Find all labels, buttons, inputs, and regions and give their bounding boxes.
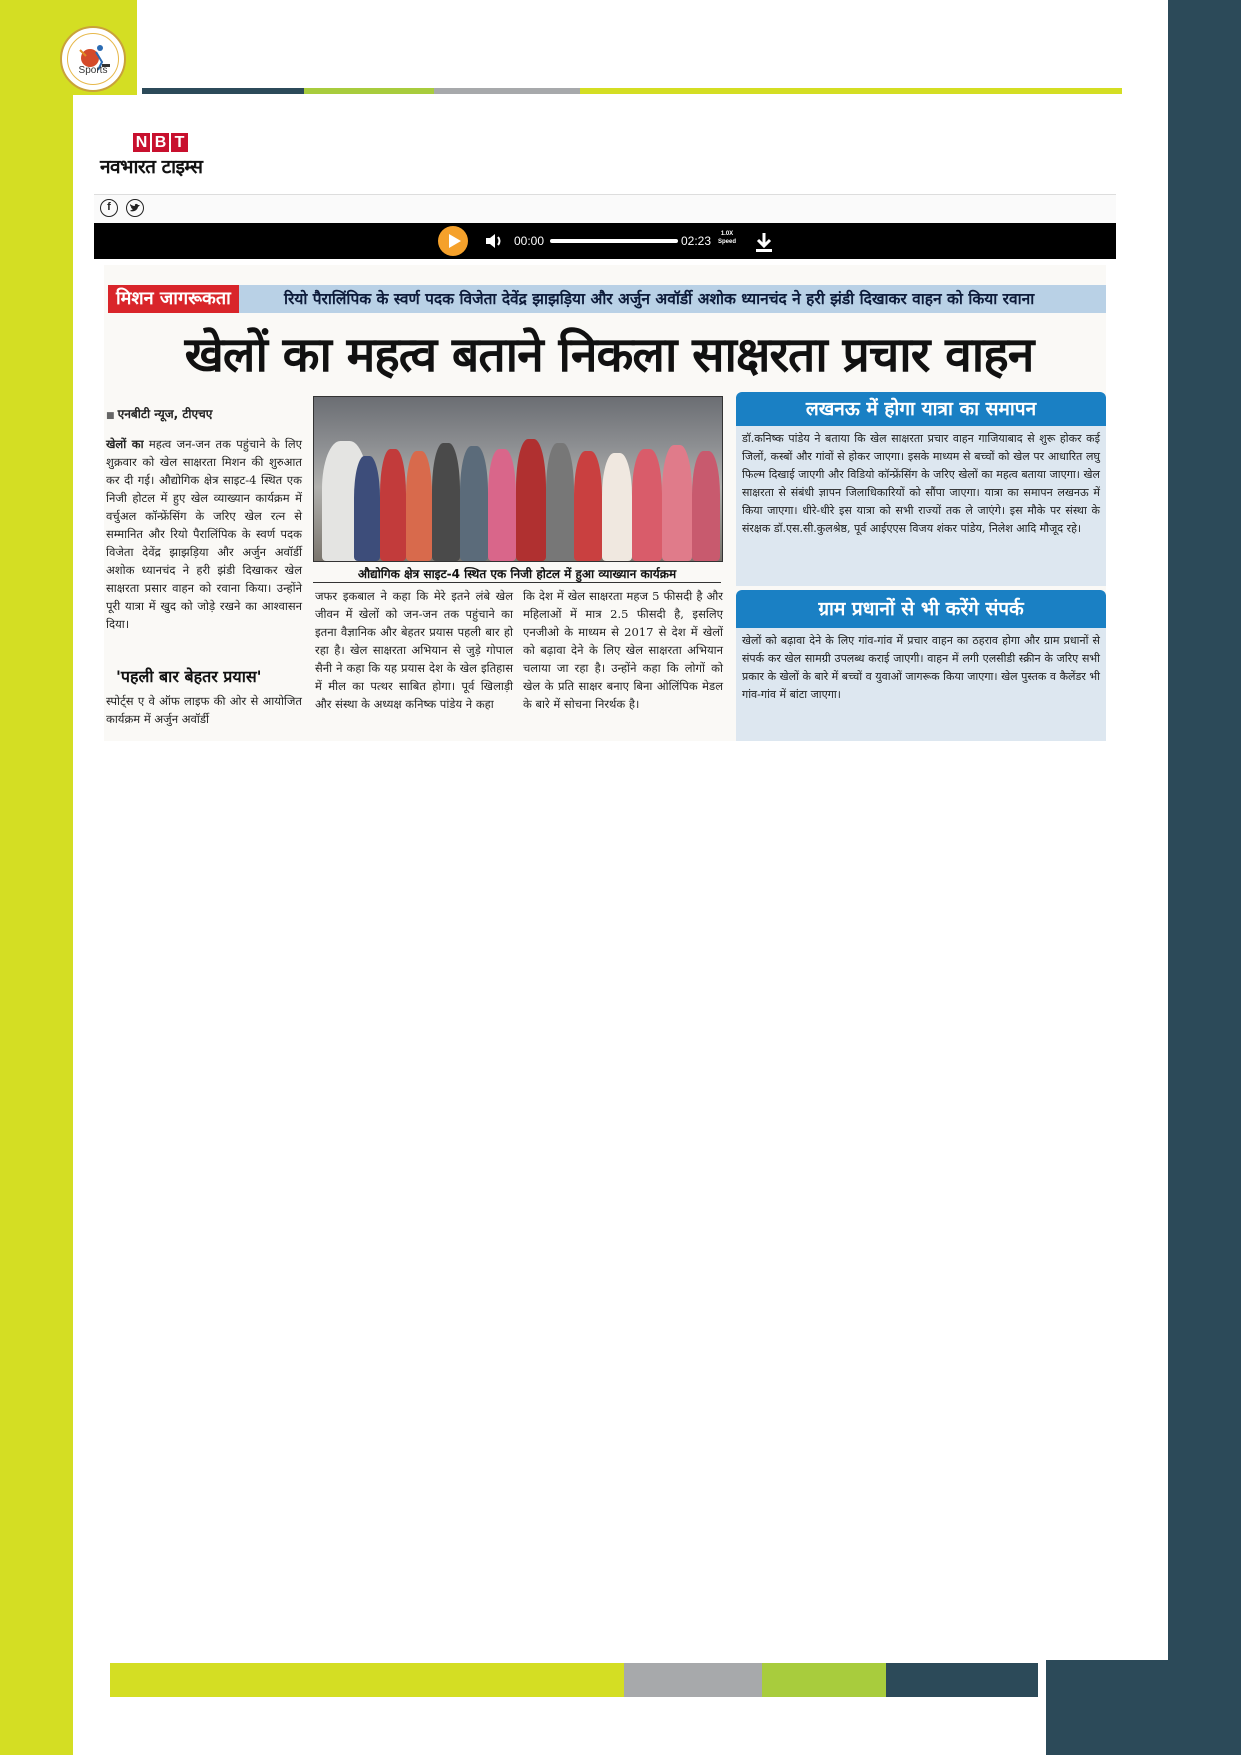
volume-icon[interactable] [484,231,506,251]
article-column-2: जफर इकबाल ने कहा कि मेरे इतने लंबे खेल जीवन में खेलों को जन-जन तक पहुंचाने का इतना वैज्ञानिक और बेहतर प्रयास पहली बार हो रहा है। खेल साक्षरता अभियान से जुड़े गोपाल सैनी ने कहा कि यह प्रयास देश के खेल इतिहास में मील का पत्थर साबित होगा। पूर्व खिलाड़ी और संस्था के अध्यक्ष कनिष्क पांडेय ने कहा [315,589,513,711]
kicker-text: रियो पैरालिंपिक के स्वर्ण पदक विजेता देवेंद्र झाझड़िया और अर्जुन अवॉर्डी अशोक ध्यानचंद ने हरी झंडी दिखाकर वाहन को किया रवाना [284,290,1035,308]
photo-caption: औद्योगिक क्षेत्र साइट-4 स्थित एक निजी होटल में हुआ व्याख्यान कार्यक्रम [357,567,677,581]
speed-label: Speed [718,239,737,245]
sports-emblem-icon [67,33,119,85]
sports-logo [60,26,126,92]
photo-person [692,451,720,561]
photo-person [380,449,406,561]
facebook-icon[interactable]: f [100,199,118,217]
sidebar-box-1-body: डॉ.कनिष्क पांडेय ने बताया कि खेल साक्षरता प्रचार वाहन गाजियाबाद से शुरू होकर कई जिलों, कस्बों और गांवों से होकर जाएगा। इसके माध्यम से बच्चों को खेल पर आधारित लघु फिल्म दिखाई जाएगी और विडियो कॉन्फ्रेंसिंग के जरिए खेलों का महत्व बताया जाएगा। खेल साक्षरता से संबंधी ज्ञापन जिलाधिकारियों को सौंपा जाएगा। यात्रा का समापन लखनऊ में किया जाएगा। धीरे-धीरे इस यात्रा को सभी राज्यों तक ले जाएंगे। इस मौके पर संस्था के संरक्षक डॉ.एस.सी.कुलश्रेष्ठ, पूर्व आईएएस विजय शंकर पांडेय, निलेश आदि मौजूद रहे। [736,426,1106,586]
nbt-letter-b: B [152,133,169,152]
kicker-tag: मिशन जागरूकता [108,285,239,313]
left-color-band [0,0,73,1755]
photo-person [662,445,692,561]
twitter-icon[interactable] [126,199,144,217]
article-headline: खेलों का महत्व बताने निकला साक्षरता प्रचार वाहन [184,327,1034,383]
footer-stripe-lime [110,1663,624,1697]
total-time: 02:23 [681,234,712,248]
share-bar [94,194,1116,223]
photo-person [602,453,632,561]
header-stripe-green [304,88,434,94]
photo-person [516,439,546,561]
footer-stripe-green [762,1663,886,1697]
photo-person [574,451,602,561]
current-time: 00:00 [514,234,545,248]
newspaper-clipping [104,265,1106,741]
lead-bold: खेलों का [106,437,144,451]
article-column-3: कि देश में खेल साक्षरता महज 5 फीसदी है और महिलाओं में मात्र 2.5 फीसदी है, इसलिए एनजीओ के माध्यम से 2017 से देश में खेलों को बढ़ावा देने के लिए खेल साक्षरता अभियान चलाया जा रहा है। उन्होंने कहा कि लोगों को खेल के प्रति साक्षर बनाए बिना ओलिंपिक मेडल के बारे में सोचना निरर्थक है। [523,589,723,711]
article-byline: ■ एनबीटी न्यूज, टीएचए [106,405,212,422]
photo-person [460,446,488,561]
play-button[interactable] [438,226,468,256]
progress-track[interactable] [550,239,678,243]
download-icon[interactable] [754,231,774,253]
logo-caption: Sports [78,65,108,76]
header-stripe-slate [142,88,304,94]
right-color-band [1168,0,1241,1755]
article-column-1b: स्पोर्ट्स ए वे ऑफ लाइफ की ओर से आयोजित कार्यक्रम में अर्जुन अवॉर्डी [106,694,302,726]
article-subhead: 'पहली बार बेहतर प्रयास' [116,667,262,686]
photo-person [546,443,574,561]
sidebar-box-2-body: खेलों को बढ़ावा देने के लिए गांव-गांव में प्रचार वाहन का ठहराव होगा और ग्राम प्रधानों से संपर्क कर खेल सामग्री उपलब्ध कराई जाएगी। वाहन में लगी एलसीडी स्क्रीन के जरिए सभी प्रकार के खेलों के बारे में बच्चों व युवाओं जागरूक किया जाएगा। खेल पुस्तक व कैलेंडर भी गांव-गांव में बांटा जाएगा। [736,628,1106,741]
photo-person [354,456,380,561]
caption-divider [313,582,721,583]
nbt-letter-t: T [171,133,188,152]
nbt-letter-n: N [133,133,150,152]
photo-person [488,449,516,561]
event-photo [313,396,723,562]
speed-control[interactable] [718,230,736,246]
nbt-letter-boxes [133,133,202,152]
footer-stripe-gray [624,1663,762,1697]
audio-player [94,223,1116,259]
sidebar-box-2-heading: ग्राम प्रधानों से भी करेंगे संपर्क [736,590,1106,628]
photo-person [406,451,432,561]
sidebar-box-1-heading: लखनऊ में होगा यात्रा का समापन [736,392,1106,426]
speed-value: 1.0X [720,231,734,237]
photo-person [432,443,460,561]
article-column-1 [106,435,302,633]
nbt-masthead[interactable] [100,133,202,179]
photo-person [632,449,662,561]
footer-stripe-slate [886,1663,1038,1697]
right-bottom-block [1046,1660,1241,1755]
header-stripe-gray [434,88,580,94]
nbt-name: नवभारत टाइम्स [100,156,203,178]
header-stripe-lime [580,88,1122,94]
column-1-text: महत्व जन-जन तक पहुंचाने के लिए शुक्रवार को खेल साक्षरता मिशन की शुरुआत कर दी गई। औद्योगिक क्षेत्र साइट-4 स्थित एक निजी होटल में हुए खेल व्याख्यान कार्यक्रम में वर्चुअल कॉन्फ्रेंसिंग के जरिए खेल रत्न से सम्मानित और रियो पैरालिंपिक के स्वर्ण पदक विजेता देवेंद्र झाझड़िया और अर्जुन अवॉर्डी अशोक ध्यानचंद ने हरी झंडी दिखाकर खेल साक्षरता प्रसार वाहन को रवाना किया। उन्होंने पूरी यात्रा में खुद को जोड़े रखने का आश्वासन दिया। [106,437,302,631]
kicker-bar [108,285,1106,313]
